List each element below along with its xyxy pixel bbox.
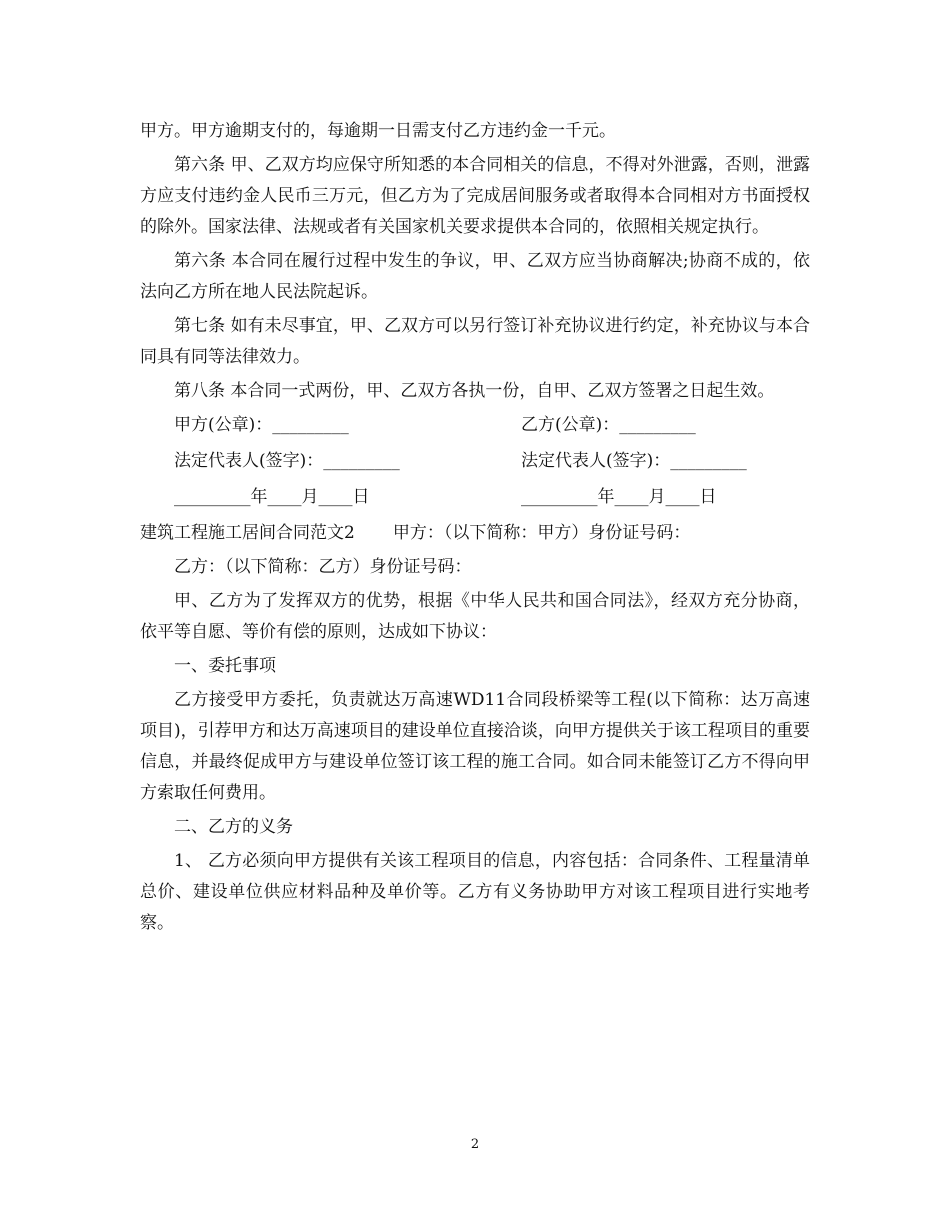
paragraph-article-6-dispute: 第六条 本合同在履行过程中发生的争议，甲、乙双方应当协商解决;协商不成的，依法向乙方所在地人民法院起诉。 bbox=[140, 251, 810, 302]
signature-row-representative bbox=[140, 446, 810, 477]
paragraph-article-8: 第八条 本合同一式两份，甲、乙双方各执一份，自甲、乙双方签署之日起生效。 bbox=[174, 381, 775, 401]
section-2-title: 二、乙方的义务 bbox=[174, 817, 293, 837]
party-b-identity: 乙方：（以下简称：乙方）身份证号码： bbox=[174, 557, 472, 577]
party-a-seal-line: 甲方(公章)：_________ bbox=[174, 415, 349, 435]
page-number: 2 bbox=[470, 1137, 480, 1152]
signature-row-date bbox=[140, 482, 810, 513]
second-contract-heading-line bbox=[140, 518, 810, 549]
paragraph-article-6-confidentiality: 第六条 甲、乙双方均应保守所知悉的本合同相关的信息，不得对外泄露，否则，泄露方应支付违约金人民币三万元，但乙方为了完成居间服务或者取得本合同相对方书面授权的除外。国家法律、法规或者有关国家机关要求提供本合同的，依照相关规定执行。 bbox=[140, 155, 810, 237]
party-a-date-line: _________年____月____日 bbox=[174, 487, 370, 507]
second-contract-title: 建筑工程施工居间合同范文2 bbox=[140, 523, 355, 543]
party-b-date-line: _________年____月____日 bbox=[521, 487, 717, 507]
signature-row-seal bbox=[140, 410, 810, 441]
document-body bbox=[140, 116, 810, 942]
party-b-seal-line: 乙方(公章)：_________ bbox=[521, 415, 696, 435]
party-a-rep-line: 法定代表人(签字)：_________ bbox=[174, 451, 400, 471]
section-2-item-1: 1、 乙方必须向甲方提供有关该工程项目的信息，内容包括：合同条件、工程量清单总价、建设单位供应材料品种及单价等。乙方有义务协助甲方对该工程项目进行实地考察。 bbox=[140, 851, 810, 933]
party-a-identity: 甲方：（以下简称：甲方）身份证号码： bbox=[392, 523, 691, 543]
paragraph-payment-penalty: 甲方。甲方逾期支付的，每逾期一日需支付乙方违约金一千元。 bbox=[140, 121, 616, 141]
agreement-intro: 甲、乙方为了发挥双方的优势，根据《中华人民共和国合同法》，经双方充分协商，依平等自愿、等价有偿的原则，达成如下协议： bbox=[140, 591, 810, 642]
paragraph-article-7: 第七条 如有未尽事宜，甲、乙双方可以另行签订补充协议进行约定，补充协议与本合同具有同等法律效力。 bbox=[140, 316, 810, 367]
party-b-rep-line: 法定代表人(签字)：_________ bbox=[521, 451, 747, 471]
section-1-body: 乙方接受甲方委托，负责就达万高速WD11合同段桥梁等工程(以下简称：达万高速项目)，引荐甲方和达万高速项目的建设单位直接洽谈，向甲方提供关于该工程项目的重要信息，并最终促成甲方与建设单位签订该工程的施工合同。如合同未能签订乙方不得向甲方索取任何费用。 bbox=[140, 690, 810, 803]
section-1-title: 一、委托事项 bbox=[174, 656, 276, 676]
